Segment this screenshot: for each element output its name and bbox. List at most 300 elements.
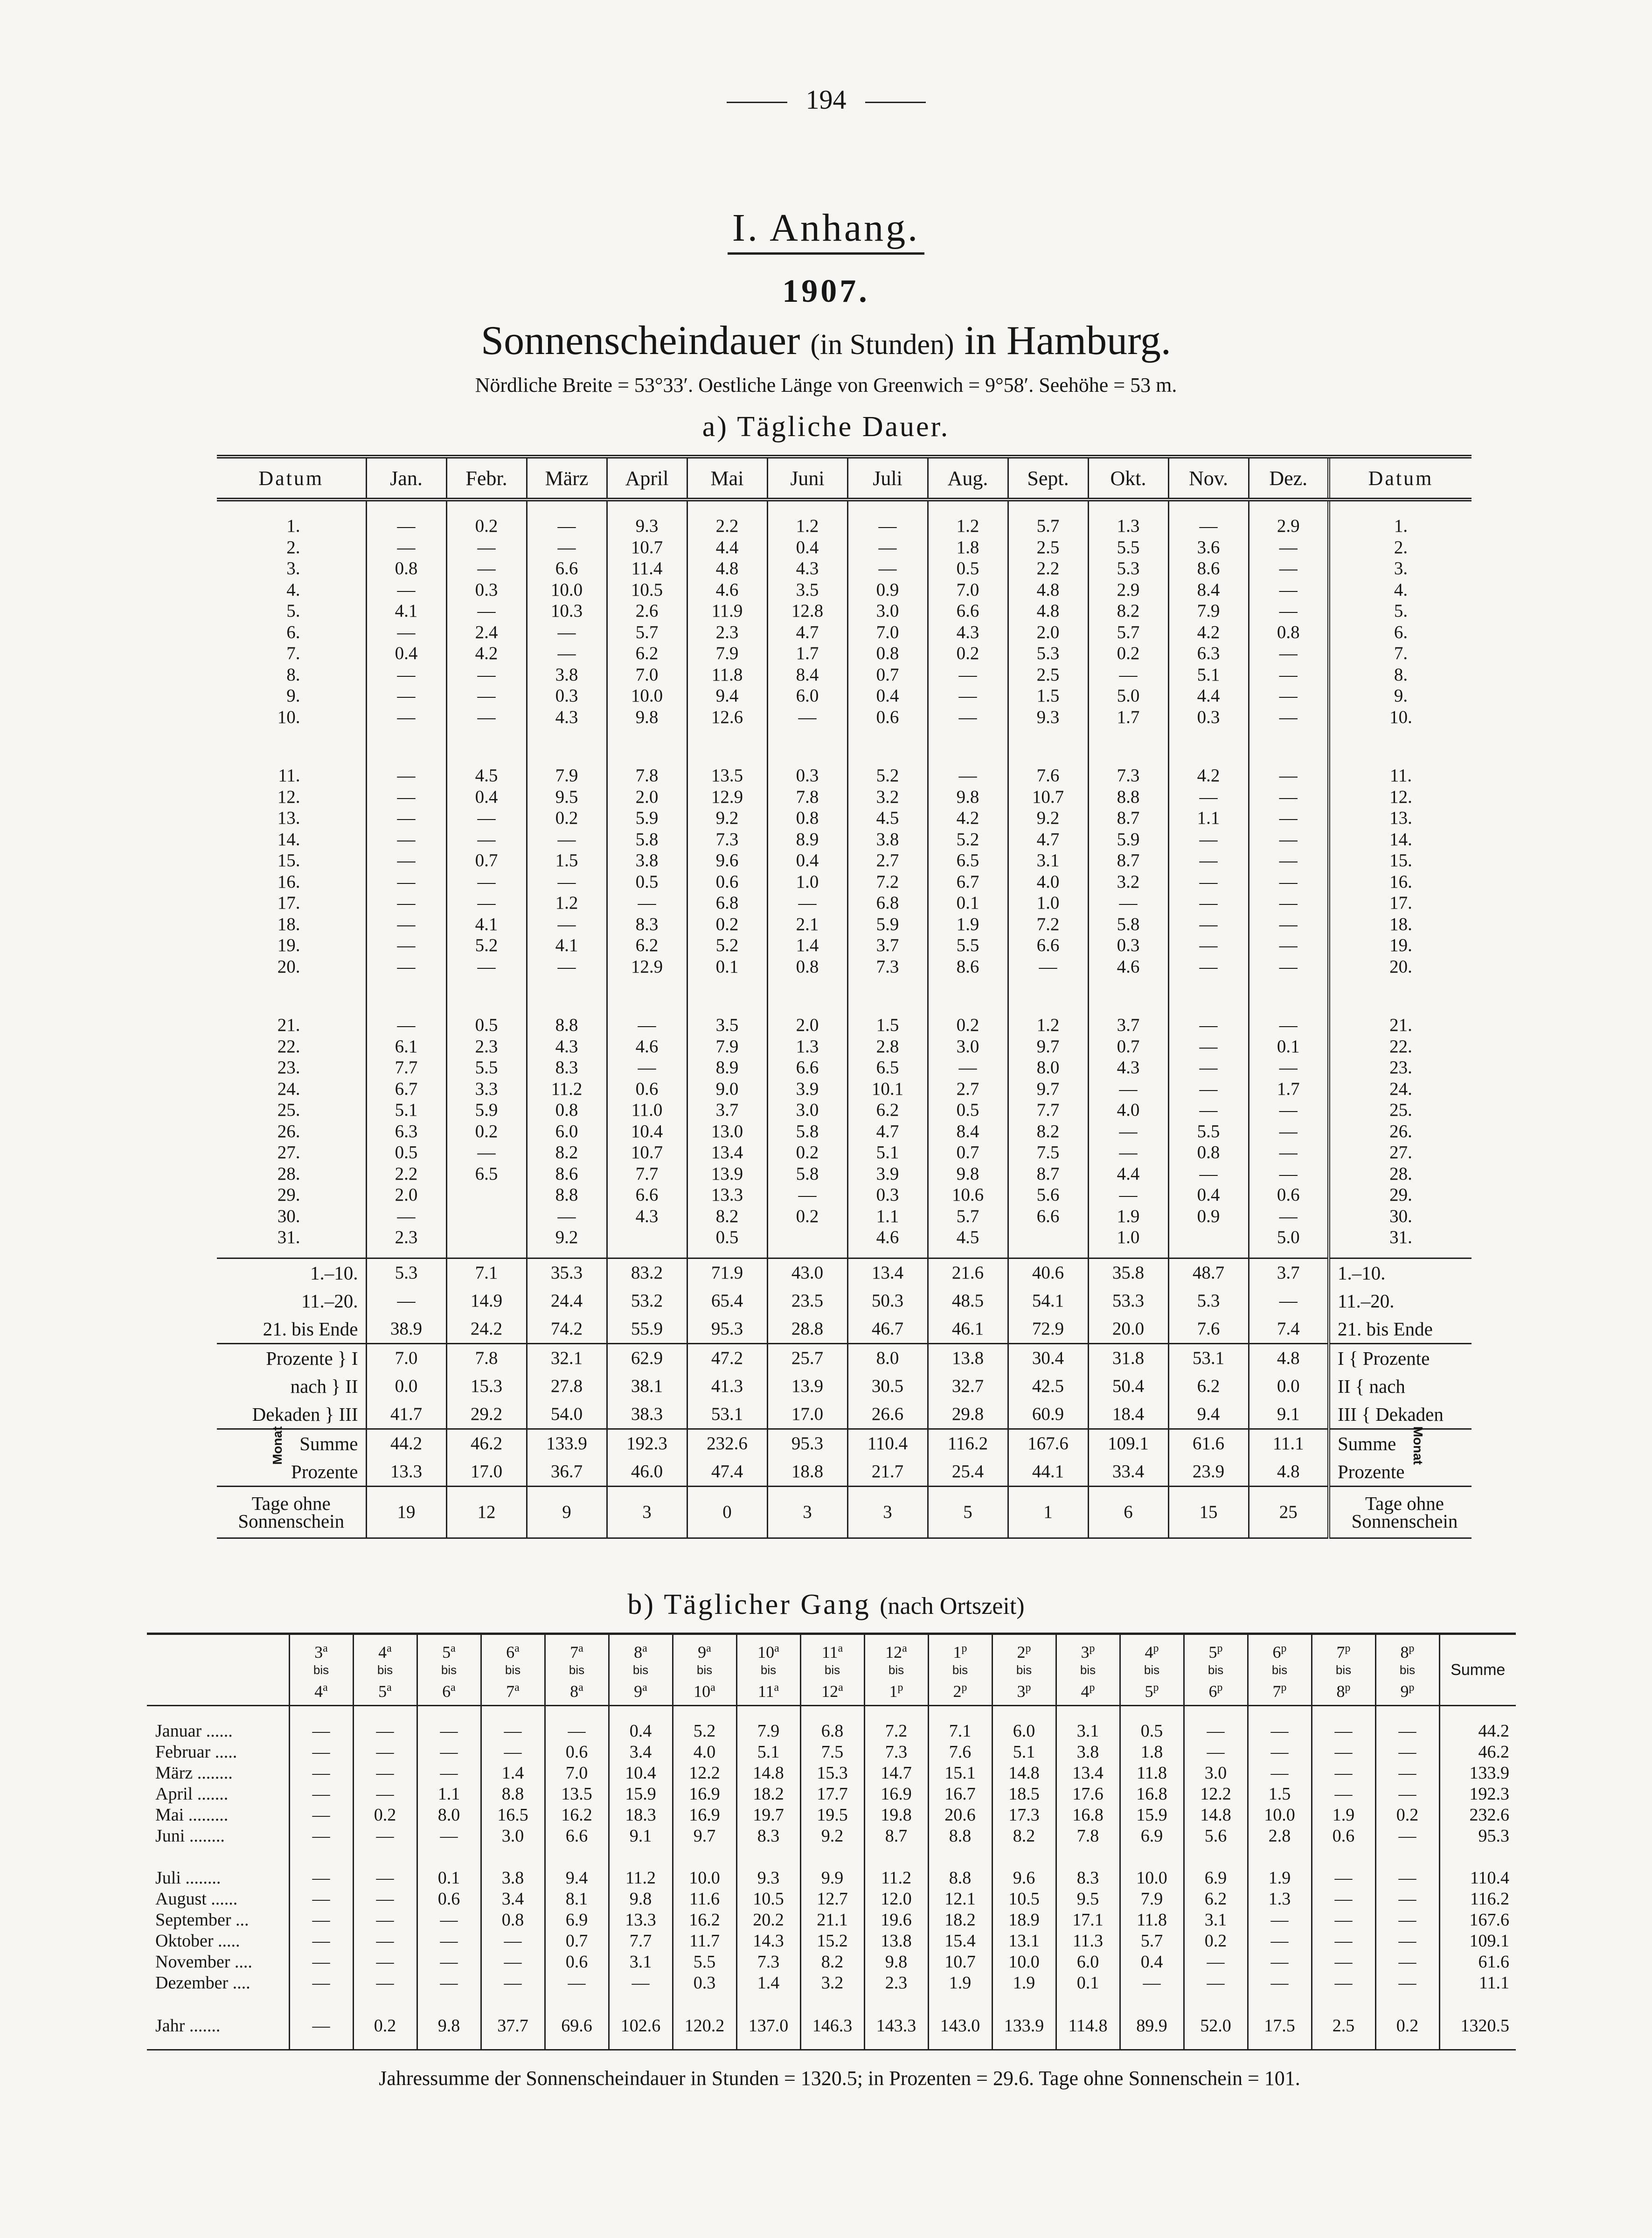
cell-value: 1.2 bbox=[1008, 1015, 1088, 1036]
cell-value: 12.1 bbox=[928, 1888, 992, 1909]
col-summe: Summe bbox=[1439, 1634, 1516, 1706]
cell-value bbox=[446, 1227, 527, 1248]
cell-value: 8.2 bbox=[992, 1825, 1056, 1846]
table-row bbox=[217, 956, 1472, 978]
cell-value: — bbox=[353, 1888, 417, 1909]
table-row bbox=[217, 1078, 1472, 1100]
cell-value: — bbox=[527, 515, 607, 537]
cell-value: — bbox=[289, 1888, 353, 1909]
cell-value: 1.9 bbox=[1248, 1867, 1312, 1888]
cell-value bbox=[1168, 1227, 1249, 1248]
cell-value: 47.2 bbox=[687, 1343, 767, 1372]
cell-value: 4.1 bbox=[366, 600, 446, 622]
cell-value: — bbox=[353, 1720, 417, 1741]
cell-value: — bbox=[1375, 1951, 1439, 1972]
row-date: 13. bbox=[277, 808, 300, 828]
table-row bbox=[147, 1720, 1516, 1741]
cell-value: 21.1 bbox=[800, 1909, 864, 1930]
table-row bbox=[217, 1036, 1472, 1057]
cell-value: 5.2 bbox=[446, 935, 527, 956]
cell-value: — bbox=[767, 1184, 847, 1206]
cell-value: 9.5 bbox=[1056, 1888, 1120, 1909]
cell-value: 15.2 bbox=[800, 1930, 864, 1951]
cell-value: 0.4 bbox=[767, 537, 847, 558]
cell-value: 114.8 bbox=[1056, 2002, 1120, 2050]
cell-value: 6.6 bbox=[527, 558, 607, 579]
cell-value: 16.9 bbox=[673, 1804, 736, 1825]
cell-value: 18.5 bbox=[992, 1783, 1056, 1804]
cell-value: — bbox=[1249, 685, 1329, 707]
cell-value: 15.1 bbox=[928, 1762, 992, 1783]
cell-value: — bbox=[1375, 1762, 1439, 1783]
col-hour-range: 3$^p$ bis 4$^p$ bbox=[1056, 1634, 1120, 1706]
cell-value: 10.0 bbox=[1120, 1867, 1184, 1888]
cell-value: 24.2 bbox=[446, 1315, 527, 1344]
cell-value: 4.4 bbox=[687, 537, 767, 558]
cell-value: 7.4 bbox=[1249, 1315, 1329, 1344]
cell-value: 10.5 bbox=[607, 579, 687, 601]
cell-value: 61.6 bbox=[1168, 1429, 1249, 1458]
cell-value: — bbox=[417, 1741, 481, 1762]
table-row bbox=[217, 850, 1472, 871]
row-label: nach } II bbox=[290, 1375, 358, 1397]
cell-value: 52.0 bbox=[1184, 2002, 1248, 2050]
cell-value: 12.8 bbox=[767, 600, 847, 622]
cell-value: 133.9 bbox=[527, 1429, 607, 1458]
cell-value: — bbox=[1088, 1121, 1168, 1142]
col-month: Dez. bbox=[1249, 457, 1329, 500]
cell-value: 7.7 bbox=[366, 1057, 446, 1078]
cell-value: 2.2 bbox=[1008, 558, 1088, 579]
col-hour-range: 9$^a$ bis 10$^a$ bbox=[673, 1634, 736, 1706]
cell-value: 7.6 bbox=[928, 1741, 992, 1762]
table-row bbox=[217, 1099, 1472, 1121]
cell-value: — bbox=[1248, 1741, 1312, 1762]
table-row bbox=[147, 1909, 1516, 1930]
cell-value: 4.0 bbox=[673, 1741, 736, 1762]
row-date: 24. bbox=[277, 1078, 300, 1099]
cell-value: — bbox=[1168, 935, 1249, 956]
col-hour-range: 10$^a$ bis 11$^a$ bbox=[736, 1634, 800, 1706]
cell-value: 3.7 bbox=[1249, 1258, 1329, 1287]
cell-value: 6 bbox=[1088, 1486, 1168, 1538]
cell-value: 12.0 bbox=[864, 1888, 928, 1909]
cell-value: 41.3 bbox=[687, 1372, 767, 1400]
cell-value: — bbox=[1375, 1972, 1439, 1993]
col-hour-range: 2$^p$ bis 3$^p$ bbox=[992, 1634, 1056, 1706]
cell-value: 5.2 bbox=[847, 765, 928, 786]
cell-value: 7.2 bbox=[847, 871, 928, 893]
cell-value: — bbox=[1168, 892, 1249, 914]
cell-value: 8.3 bbox=[1056, 1867, 1120, 1888]
cell-value: 0.3 bbox=[527, 685, 607, 707]
cell-value: 11.2 bbox=[864, 1867, 928, 1888]
cell-value: 5.3 bbox=[1088, 558, 1168, 579]
cell-value: 5.0 bbox=[1249, 1227, 1329, 1248]
cell-value: 5.9 bbox=[847, 914, 928, 935]
cell-value: 11.2 bbox=[527, 1078, 607, 1100]
cell-value: — bbox=[1248, 1762, 1312, 1783]
cell-value: 7.9 bbox=[736, 1720, 800, 1741]
cell-value: 38.3 bbox=[607, 1400, 687, 1429]
cell-value: 12.9 bbox=[607, 956, 687, 978]
table-row bbox=[147, 1783, 1516, 1804]
cell-value: 31.8 bbox=[1088, 1343, 1168, 1372]
cell-value: 18.4 bbox=[1088, 1400, 1168, 1429]
cell-value: — bbox=[527, 956, 607, 978]
cell-sum: 167.6 bbox=[1439, 1909, 1516, 1930]
row-date: 31. bbox=[277, 1227, 300, 1248]
cell-value: 7.9 bbox=[1168, 600, 1249, 622]
row-date: 18. bbox=[1329, 914, 1472, 935]
cell-value: 4.2 bbox=[1168, 622, 1249, 643]
col-hour-range: 4$^p$ bis 5$^p$ bbox=[1120, 1634, 1184, 1706]
cell-value: 1.1 bbox=[847, 1206, 928, 1227]
cell-value: 0.3 bbox=[847, 1184, 928, 1206]
cell-value: 4.2 bbox=[446, 643, 527, 664]
cell-value: 6.8 bbox=[687, 892, 767, 914]
cell-value: 37.7 bbox=[481, 2002, 545, 2050]
cell-value: 10.0 bbox=[1248, 1804, 1312, 1825]
cell-value: 3.8 bbox=[607, 850, 687, 871]
month-total-row bbox=[217, 1429, 1472, 1458]
cell-value: 7.9 bbox=[687, 1036, 767, 1057]
col-month: Sept. bbox=[1008, 457, 1088, 500]
cell-value: 4.1 bbox=[446, 914, 527, 935]
cell-value: 48.5 bbox=[928, 1287, 1008, 1315]
cell-value: 18.2 bbox=[928, 1909, 992, 1930]
cell-value: 62.9 bbox=[607, 1343, 687, 1372]
cell-value: 53.3 bbox=[1088, 1287, 1168, 1315]
row-date: 24. bbox=[1329, 1078, 1472, 1100]
cell-value: 3 bbox=[607, 1486, 687, 1538]
side-label: Monat bbox=[270, 1426, 285, 1465]
row-label: 21. bis Ende bbox=[1329, 1315, 1472, 1344]
row-date: 25. bbox=[277, 1100, 300, 1120]
cell-value: 19.7 bbox=[736, 1804, 800, 1825]
row-label: I { Prozente bbox=[1329, 1343, 1472, 1372]
cell-value: 15.9 bbox=[609, 1783, 673, 1804]
table-row bbox=[217, 807, 1472, 829]
cell-value: 5.5 bbox=[1088, 537, 1168, 558]
cell-value: 0.4 bbox=[1120, 1951, 1184, 1972]
cell-value: — bbox=[1008, 956, 1088, 978]
cell-value: — bbox=[1168, 871, 1249, 893]
cell-value: — bbox=[1184, 1741, 1248, 1762]
cell-value: 8.6 bbox=[928, 956, 1008, 978]
cell-value: 16.9 bbox=[673, 1783, 736, 1804]
cell-value: — bbox=[1249, 1099, 1329, 1121]
cell-value: 2.0 bbox=[767, 1015, 847, 1036]
cell-value: 23.5 bbox=[767, 1287, 847, 1315]
col-hour-range: 11$^a$ bis 12$^a$ bbox=[800, 1634, 864, 1706]
cell-value: — bbox=[366, 914, 446, 935]
cell-value: 146.3 bbox=[800, 2002, 864, 2050]
table-row bbox=[147, 1930, 1516, 1951]
cell-value: 3.3 bbox=[446, 1078, 527, 1100]
cell-value: 7.0 bbox=[545, 1762, 609, 1783]
cell-value: — bbox=[607, 892, 687, 914]
cell-value: — bbox=[1168, 515, 1249, 537]
cell-value: — bbox=[1248, 1909, 1312, 1930]
col-hour-range: 8$^a$ bis 9$^a$ bbox=[609, 1634, 673, 1706]
cell-value: 9.8 bbox=[928, 786, 1008, 808]
cell-value: — bbox=[353, 1762, 417, 1783]
cell-value: 36.7 bbox=[527, 1458, 607, 1487]
cell-value: — bbox=[417, 1930, 481, 1951]
row-date: 10. bbox=[277, 707, 300, 727]
cell-value: 4.3 bbox=[607, 1206, 687, 1227]
row-label: 1.–10. bbox=[217, 1258, 366, 1287]
cell-value: 4.4 bbox=[1088, 1163, 1168, 1185]
cell-value: — bbox=[1168, 1057, 1249, 1078]
cell-value: 2.6 bbox=[607, 600, 687, 622]
cell-value: 5.3 bbox=[366, 1258, 446, 1287]
cell-value: 5.1 bbox=[847, 1142, 928, 1163]
cell-value: 8.2 bbox=[527, 1142, 607, 1163]
row-date: 5. bbox=[286, 601, 300, 621]
row-label: 11.–20. bbox=[1329, 1287, 1472, 1315]
cell-value bbox=[1008, 1227, 1088, 1248]
cell-value: — bbox=[366, 956, 446, 978]
cell-value: 5.6 bbox=[1008, 1184, 1088, 1206]
cell-value: 0.2 bbox=[446, 1121, 527, 1142]
cell-value: 0.0 bbox=[1249, 1372, 1329, 1400]
cell-value: 3.0 bbox=[1184, 1762, 1248, 1783]
row-date: 19. bbox=[277, 935, 300, 956]
cell-value: 3.0 bbox=[767, 1099, 847, 1121]
row-date: 1. bbox=[286, 516, 300, 536]
row-date: 22. bbox=[1329, 1036, 1472, 1057]
cell-value: 11.8 bbox=[1120, 1909, 1184, 1930]
cell-value: 9.6 bbox=[687, 850, 767, 871]
cell-value: — bbox=[847, 558, 928, 579]
cell-value: 0.1 bbox=[1249, 1036, 1329, 1057]
cell-value: — bbox=[1168, 914, 1249, 935]
cell-value: 19.5 bbox=[800, 1804, 864, 1825]
row-label: III { Dekaden bbox=[1329, 1400, 1472, 1429]
cell-value: 4.7 bbox=[1008, 829, 1088, 850]
cell-value: 0.1 bbox=[928, 892, 1008, 914]
cell-value: 4.5 bbox=[446, 765, 527, 786]
cell-value: — bbox=[847, 537, 928, 558]
cell-value: — bbox=[1088, 664, 1168, 686]
section-a-title: a) Tägliche Dauer. bbox=[702, 411, 950, 443]
cell-value: — bbox=[1249, 765, 1329, 786]
cell-value: 1.4 bbox=[767, 935, 847, 956]
cell-value: 3.7 bbox=[1088, 1015, 1168, 1036]
cell-value: 3.2 bbox=[800, 1972, 864, 1993]
cell-value: 16.5 bbox=[481, 1804, 545, 1825]
cell-value: 5.1 bbox=[992, 1741, 1056, 1762]
cell-value: 7.0 bbox=[928, 579, 1008, 601]
cell-value: 16.2 bbox=[545, 1804, 609, 1825]
col-hour-range: 7$^a$ bis 8$^a$ bbox=[545, 1634, 609, 1706]
cell-value: 19 bbox=[366, 1486, 446, 1538]
cell-value: 9.3 bbox=[1008, 707, 1088, 728]
cell-value: — bbox=[1184, 1951, 1248, 1972]
cell-value: 3.8 bbox=[847, 829, 928, 850]
cell-value: 10.4 bbox=[607, 1121, 687, 1142]
cell-value: 10.0 bbox=[527, 579, 607, 601]
cell-value: — bbox=[366, 850, 446, 871]
cell-value: — bbox=[353, 1783, 417, 1804]
col-month: Jan. bbox=[366, 457, 446, 500]
cell-value: 1.3 bbox=[767, 1036, 847, 1057]
cell-value: 2.3 bbox=[446, 1036, 527, 1057]
cell-value: 48.7 bbox=[1168, 1258, 1249, 1287]
cell-value: 6.6 bbox=[928, 600, 1008, 622]
row-date: 11. bbox=[278, 765, 300, 786]
daily-duration-table bbox=[217, 455, 1472, 1539]
row-label: Tage ohne Sonnenschein bbox=[217, 1486, 366, 1538]
cell-value: — bbox=[1249, 914, 1329, 935]
cell-value: 6.5 bbox=[446, 1163, 527, 1185]
cell-value bbox=[607, 1227, 687, 1248]
cell-value: 7.6 bbox=[1008, 765, 1088, 786]
cell-value: 4.6 bbox=[1088, 956, 1168, 978]
row-label: Monat Summe bbox=[217, 1429, 366, 1458]
cell-value: 109.1 bbox=[1088, 1429, 1168, 1458]
cell-value: — bbox=[1249, 1057, 1329, 1078]
cell-value: 7.7 bbox=[609, 1930, 673, 1951]
cell-sum: 61.6 bbox=[1439, 1951, 1516, 1972]
cell-value: 0.7 bbox=[847, 664, 928, 686]
cell-value: 0.3 bbox=[1088, 935, 1168, 956]
cell-value: 5.3 bbox=[1008, 643, 1088, 664]
cell-value: 5.5 bbox=[673, 1951, 736, 1972]
cell-value: 3.1 bbox=[1008, 850, 1088, 871]
cell-value: 7.0 bbox=[847, 622, 928, 643]
cell-value: 1 bbox=[1008, 1486, 1088, 1538]
cell-value: 6.3 bbox=[1168, 643, 1249, 664]
col-month: Mai bbox=[687, 457, 767, 500]
cell-value: 7.3 bbox=[687, 829, 767, 850]
row-date: 29. bbox=[277, 1185, 300, 1205]
cell-value: 1.1 bbox=[1168, 807, 1249, 829]
cell-value: — bbox=[366, 786, 446, 808]
cell-value: 5.5 bbox=[928, 935, 1008, 956]
cell-value: 40.6 bbox=[1008, 1258, 1088, 1287]
cell-value: — bbox=[289, 1762, 353, 1783]
cell-value: 46.7 bbox=[847, 1315, 928, 1344]
cell-value: 2.0 bbox=[607, 786, 687, 808]
cell-value: 0.6 bbox=[545, 1951, 609, 1972]
cell-value: 9.2 bbox=[1008, 807, 1088, 829]
cell-value: 14.8 bbox=[992, 1762, 1056, 1783]
row-date: 15. bbox=[1329, 850, 1472, 871]
cell-value: 8.2 bbox=[800, 1951, 864, 1972]
table-row bbox=[147, 1951, 1516, 1972]
cell-value: 7.2 bbox=[864, 1720, 928, 1741]
cell-value: 46.0 bbox=[607, 1458, 687, 1487]
row-date: 28. bbox=[1329, 1163, 1472, 1185]
cell-value: — bbox=[446, 807, 527, 829]
cell-value: 11.8 bbox=[687, 664, 767, 686]
row-date: 11. bbox=[1329, 765, 1472, 786]
cell-value: 17.0 bbox=[767, 1400, 847, 1429]
table-row bbox=[217, 622, 1472, 643]
cell-value: 13.4 bbox=[1056, 1762, 1120, 1783]
cell-value: 38.1 bbox=[607, 1372, 687, 1400]
cell-sum: 116.2 bbox=[1439, 1888, 1516, 1909]
cell-value: — bbox=[1168, 1015, 1249, 1036]
cell-value: — bbox=[1249, 1163, 1329, 1185]
table-row bbox=[147, 1741, 1516, 1762]
cell-value: 1.4 bbox=[736, 1972, 800, 1993]
cell-value: 0.6 bbox=[417, 1888, 481, 1909]
col-month: Febr. bbox=[446, 457, 527, 500]
cell-value: 23.9 bbox=[1168, 1458, 1249, 1487]
cell-value: 9.4 bbox=[545, 1867, 609, 1888]
cell-value: 6.9 bbox=[1120, 1825, 1184, 1846]
cell-value: — bbox=[1375, 1741, 1439, 1762]
cell-value: 0.8 bbox=[481, 1909, 545, 1930]
cell-value: — bbox=[353, 1741, 417, 1762]
cell-value: 7.8 bbox=[767, 786, 847, 808]
cell-value: 2.0 bbox=[1008, 622, 1088, 643]
cell-value: 13.8 bbox=[864, 1930, 928, 1951]
cell-value: — bbox=[417, 1762, 481, 1783]
cell-value: 60.9 bbox=[1008, 1400, 1088, 1429]
cell-value: 8.4 bbox=[1168, 579, 1249, 601]
cell-value: 0.6 bbox=[1249, 1184, 1329, 1206]
cell-value: 5.5 bbox=[446, 1057, 527, 1078]
cell-value: 7.7 bbox=[607, 1163, 687, 1185]
cell-value: — bbox=[446, 956, 527, 978]
cell-value: — bbox=[609, 1972, 673, 1993]
row-label: Summe Monat bbox=[1329, 1429, 1472, 1458]
row-label: 1.–10. bbox=[1329, 1258, 1472, 1287]
row-date: 29. bbox=[1329, 1184, 1472, 1206]
cell-value: 0 bbox=[687, 1486, 767, 1538]
location-subtitle: Nördliche Breite = 53°33′. Oestliche Länge von Greenwich = 9°58′. Seehöhe = 53 m. bbox=[475, 374, 1177, 396]
cell-value: 1.4 bbox=[481, 1762, 545, 1783]
table-row bbox=[217, 1015, 1472, 1036]
cell-value: 4.5 bbox=[928, 1227, 1008, 1248]
cell-value: — bbox=[1249, 643, 1329, 664]
cell-value: 7.1 bbox=[928, 1720, 992, 1741]
cell-value: 25.4 bbox=[928, 1458, 1008, 1487]
cell-value: 5.9 bbox=[1088, 829, 1168, 850]
row-date: 13. bbox=[1329, 807, 1472, 829]
col-month: Nov. bbox=[1168, 457, 1249, 500]
cell-value: 8.8 bbox=[928, 1825, 992, 1846]
cell-value: 10.0 bbox=[673, 1867, 736, 1888]
cell-value: 17.6 bbox=[1056, 1783, 1120, 1804]
cell-value: 0.8 bbox=[767, 956, 847, 978]
cell-value: 46.2 bbox=[446, 1429, 527, 1458]
cell-value: 15.4 bbox=[928, 1930, 992, 1951]
cell-value: 19.8 bbox=[864, 1804, 928, 1825]
cell-value: 137.0 bbox=[736, 2002, 800, 2050]
cell-value: — bbox=[928, 664, 1008, 686]
cell-value: 5.8 bbox=[607, 829, 687, 850]
cell-value: 4.4 bbox=[1168, 685, 1249, 707]
table-row bbox=[217, 1163, 1472, 1185]
spacer-row bbox=[147, 1993, 1516, 2002]
cell-value: — bbox=[353, 1972, 417, 1993]
cell-value: 27.8 bbox=[527, 1372, 607, 1400]
cell-value: 6.1 bbox=[366, 1036, 446, 1057]
row-date: 22. bbox=[277, 1036, 300, 1056]
cell-value: 6.2 bbox=[847, 1099, 928, 1121]
cell-value: 10.0 bbox=[607, 685, 687, 707]
cell-value: — bbox=[928, 765, 1008, 786]
table-row bbox=[217, 935, 1472, 956]
col-hour-range: 7$^p$ bis 8$^p$ bbox=[1312, 1634, 1375, 1706]
row-date: 14. bbox=[277, 829, 300, 849]
